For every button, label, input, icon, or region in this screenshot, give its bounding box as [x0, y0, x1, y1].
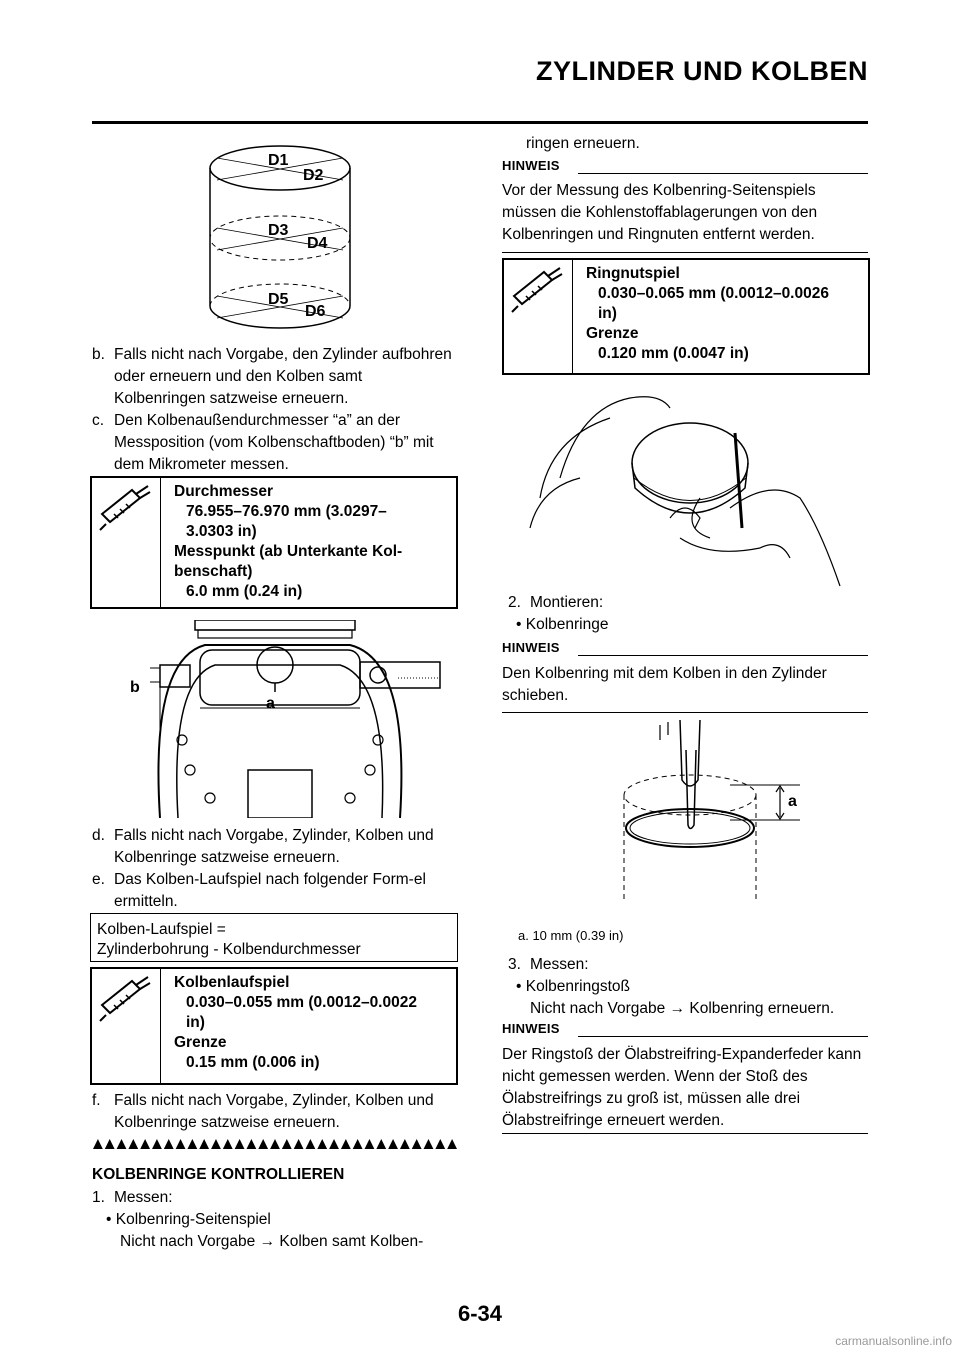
step-d-text: Falls nicht nach Vorgabe, Zylinder, Kolben und Kolbenringe satzweise erneuern. [114, 827, 434, 866]
separator-triangle [447, 1139, 457, 1149]
spec-box-diameter [90, 476, 458, 609]
separator-triangle [341, 1139, 351, 1149]
formula-line-1: Kolben-Laufspiel = [97, 921, 226, 938]
micrometer-figure [120, 620, 450, 818]
separator-triangle [270, 1139, 280, 1149]
measure-3-title: Messen: [530, 956, 589, 973]
separator-triangle [105, 1139, 115, 1149]
spec-line: 0.030–0.065 mm (0.0012–0.0026 [598, 285, 829, 302]
label-d5: D5 [268, 291, 289, 308]
page-number: 6-34 [457, 1301, 503, 1326]
figure-caption: a. 10 mm (0.39 in) [518, 928, 624, 943]
label-d2: D2 [303, 167, 324, 184]
separator-triangle [117, 1139, 127, 1149]
measure-1-label: 1. [92, 1189, 105, 1206]
separator-triangle [199, 1139, 209, 1149]
install-2-title: Montieren: [530, 594, 604, 611]
formula-box [90, 913, 458, 962]
label-b: b [130, 679, 140, 696]
separator-triangle [317, 1139, 327, 1149]
separator-triangle [164, 1139, 174, 1149]
spec-groove-content [586, 264, 862, 364]
spec-line: 0.030–0.055 mm (0.0012–0.0022 [186, 994, 417, 1011]
spec-line: Durchmesser [174, 483, 274, 500]
separator-triangle [258, 1139, 268, 1149]
separator-triangle [282, 1139, 292, 1149]
hinweis-label: HINWEIS [502, 1021, 560, 1036]
measure-1-bullet: • Kolbenring-Seitenspiel [106, 1211, 271, 1228]
hinweis-2-text: Den Kolbenring mit dem Kolben in den Zylinder schieben. [502, 665, 827, 704]
spec-line: in) [186, 1014, 205, 1031]
separator-triangle [294, 1139, 304, 1149]
hinweis-label: HINWEIS [502, 640, 560, 655]
caliper-icon [96, 484, 154, 534]
hinweis-end-rule [502, 252, 868, 253]
separator-triangle [424, 1139, 434, 1149]
spec-clearance-content [174, 973, 450, 1073]
install-2-label: 2. [508, 594, 521, 611]
separator-triangle [211, 1139, 221, 1149]
spec-line: 76.955–76.970 mm (3.0297– [186, 503, 387, 520]
step-e-text: Das Kolben-Laufspiel nach folgender Form-el ermitteln. [114, 871, 426, 910]
hinweis-rule [578, 1036, 868, 1037]
separator-triangle [128, 1139, 138, 1149]
spec-divider [160, 478, 161, 607]
watermark: carmanualsonline.info [835, 1334, 952, 1348]
ring-installation-figure [600, 720, 810, 910]
separator-triangle [365, 1139, 375, 1149]
triangle-separator [92, 1136, 458, 1150]
spec-line: in) [598, 305, 617, 322]
measure-3 [508, 954, 868, 1020]
label-a: a [788, 793, 797, 810]
step-e-label: e. [92, 871, 105, 888]
separator-triangle [353, 1139, 363, 1149]
spec-line: 6.0 mm (0.24 in) [186, 583, 303, 600]
measure-3-label: 3. [508, 956, 521, 973]
step-f-text: Falls nicht nach Vorgabe, Zylinder, Kolben und Kolbenringe satzweise erneuern. [114, 1092, 434, 1131]
spec-divider [572, 260, 573, 373]
separator-triangle [187, 1139, 197, 1149]
label-d6: D6 [305, 303, 326, 320]
separator-triangle [376, 1139, 386, 1149]
step-d-label: d. [92, 827, 105, 844]
separator-triangle [140, 1139, 150, 1149]
separator-triangle [329, 1139, 339, 1149]
separator-triangle [388, 1139, 398, 1149]
label-d4: D4 [307, 235, 328, 252]
feeler-gauge-figure [520, 388, 850, 588]
page-title: ZYLINDER UND KOLBEN [536, 56, 868, 86]
install-2-bullet: • Kolbenringe [516, 616, 609, 633]
hinweis-end-rule [502, 712, 868, 713]
spec-box-clearance [90, 967, 458, 1085]
separator-triangle [235, 1139, 245, 1149]
separator-triangle [412, 1139, 422, 1149]
measure-1-line-1: Nicht nach Vorgabe → Kolben samt Kolben- [120, 1233, 424, 1250]
step-c-label: c. [92, 412, 105, 429]
section-title: KOLBENRINGE KONTROLLIEREN [92, 1166, 345, 1183]
separator-triangle [152, 1139, 162, 1149]
separator-triangle [223, 1139, 233, 1149]
spec-line: 3.0303 in) [186, 523, 257, 540]
formula-line-2: Zylinderbohrung - Kolbendurchmesser [97, 941, 361, 958]
separator-triangle [93, 1139, 103, 1149]
spec-line: 0.15 mm (0.006 in) [186, 1054, 320, 1071]
hinweis-rule [578, 173, 868, 174]
hinweis-3-text: Der Ringstoß der Ölabstreifring-Expanderfeder kann nicht gemessen werden. Wenn der Stoß des Ölabstreifrings zu groß ist, müssen alle drei Ölabstreifringe erneuert werden. [502, 1046, 862, 1129]
measure-1-title: Messen: [114, 1189, 173, 1206]
measure-1 [92, 1187, 492, 1277]
measure-3-bullet: • Kolbenringstoß [516, 978, 630, 995]
label-d1: D1 [268, 152, 289, 169]
caliper-icon [96, 975, 154, 1025]
measure-3-line-1: Nicht nach Vorgabe → Kolbenring erneuern. [530, 1000, 835, 1017]
spec-line: Kolbenlaufspiel [174, 974, 290, 991]
step-c-text: Den Kolbenaußendurchmesser “a” an der Messposition (vom Kolbenschaftboden) “b” mit dem Mikrometer messen. [114, 412, 434, 473]
separator-triangle [246, 1139, 256, 1149]
hinweis-rule [578, 655, 868, 656]
caliper-icon [508, 266, 566, 316]
spec-box-groove [502, 258, 870, 375]
label-d3: D3 [268, 222, 289, 239]
spec-line: Grenze [174, 1034, 227, 1051]
header-rule [92, 121, 868, 124]
hinweis-end-rule [502, 1133, 868, 1134]
spec-line: Grenze [586, 325, 639, 342]
separator-triangle [176, 1139, 186, 1149]
cylinder-measurement-figure [195, 138, 365, 338]
hinweis-label: HINWEIS [502, 158, 560, 173]
spec-divider [160, 969, 161, 1083]
spec-line: 0.120 mm (0.0047 in) [598, 345, 749, 362]
separator-triangle [306, 1139, 316, 1149]
measure-1-line-2: ringen erneuern. [526, 135, 640, 152]
step-b-text: Falls nicht nach Vorgabe, den Zylinder aufbohren oder erneuern und den Kolben samt Kolbenringen satzweise erneuern. [114, 346, 452, 407]
spec-line: benschaft) [174, 563, 253, 580]
hinweis-1-text: Vor der Messung des Kolbenring-Seitenspiels müssen die Kohlenstoffablagerungen von den Kolbenringen und Ringnuten entfernt werden. [502, 182, 818, 243]
step-f-label: f. [92, 1092, 101, 1109]
label-a: a [266, 695, 275, 712]
separator-triangle [435, 1139, 445, 1149]
separator-triangle [400, 1139, 410, 1149]
step-b-label: b. [92, 346, 105, 363]
spec-line: Ringnutspiel [586, 265, 680, 282]
spec-diameter-content [174, 482, 450, 602]
spec-line: Messpunkt (ab Unterkante Kol- [174, 543, 403, 560]
install-2 [508, 592, 868, 636]
